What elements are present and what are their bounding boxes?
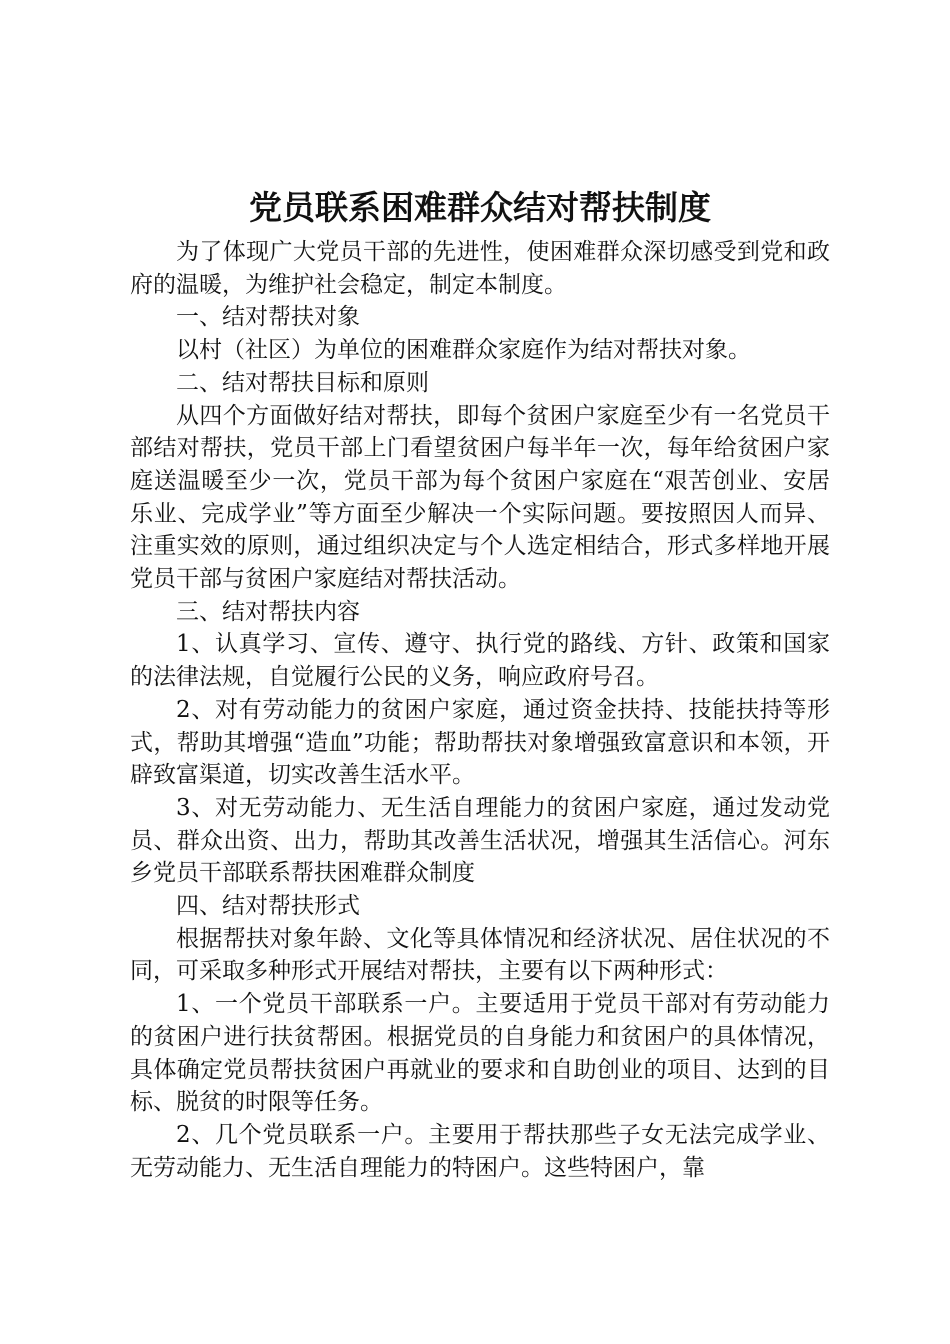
paragraph: 3、对无劳动能力、无生活自理能力的贫困户家庭，通过发动党员、群众出资、出力，帮助其改善生活状况，增强其生活信心。河东乡党员干部联系帮扶困难群众制度 xyxy=(130,794,830,887)
section-heading-3: 三、结对帮扶内容 xyxy=(176,598,360,625)
paragraph: 1、一个党员干部联系一户。主要适用于党员干部对有劳动能力的贫困户进行扶贫帮困。根据党员的自身能力和贫困户的具体情况，具体确定党员帮扶贫困户再就业的要求和自助创业的项目、达到的目标、脱贫的时限等任务。 xyxy=(130,991,830,1116)
document-body xyxy=(130,236,830,1184)
paragraph: 1、认真学习、宣传、遵守、执行党的路线、方针、政策和国家的法律法规，自觉履行公民的义务，响应政府号召。 xyxy=(130,631,830,691)
paragraph: 从四个方面做好结对帮扶，即每个贫困户家庭至少有一名党员干部结对帮扶，党员干部上门看望贫困户每半年一次，每年给贫困户家庭送温暖至少一次，党员干部为每个贫困户家庭在“艰苦创业、安居乐业、完成学业”等方面至少解决一个实际问题。要按照因人而异、注重实效的原则，通过组织决定与个人选定相结合，形式多样地开展党员干部与贫困户家庭结对帮扶活动。 xyxy=(130,402,830,593)
paragraph: 2、对有劳动能力的贫困户家庭，通过资金扶持、技能扶持等形式，帮助其增强“造血”功能；帮助帮扶对象增强致富意识和本领，开辟致富渠道，切实改善生活水平。 xyxy=(130,696,830,789)
paragraph: 以村（社区）为单位的困难群众家庭作为结对帮扶对象。 xyxy=(176,337,751,364)
document-title: 党员联系困难群众结对帮扶制度 xyxy=(249,188,711,227)
section-heading-4: 四、结对帮扶形式 xyxy=(176,893,360,920)
paragraph-intro: 为了体现广大党员干部的先进性，使困难群众深切感受到党和政府的温暖，为维护社会稳定，制定本制度。 xyxy=(130,239,830,298)
section-heading-1: 一、结对帮扶对象 xyxy=(176,304,360,331)
paragraph: 根据帮扶对象年龄、文化等具体情况和经济状况、居住状况的不同，可采取多种形式开展结对帮扶，主要有以下两种形式： xyxy=(130,925,830,985)
paragraph: 2、几个党员联系一户。主要用于帮扶那些子女无法完成学业、无劳动能力、无生活自理能力的特困户。这些特困户，靠 xyxy=(130,1121,830,1181)
section-heading-2: 二、结对帮扶目标和原则 xyxy=(176,369,429,396)
